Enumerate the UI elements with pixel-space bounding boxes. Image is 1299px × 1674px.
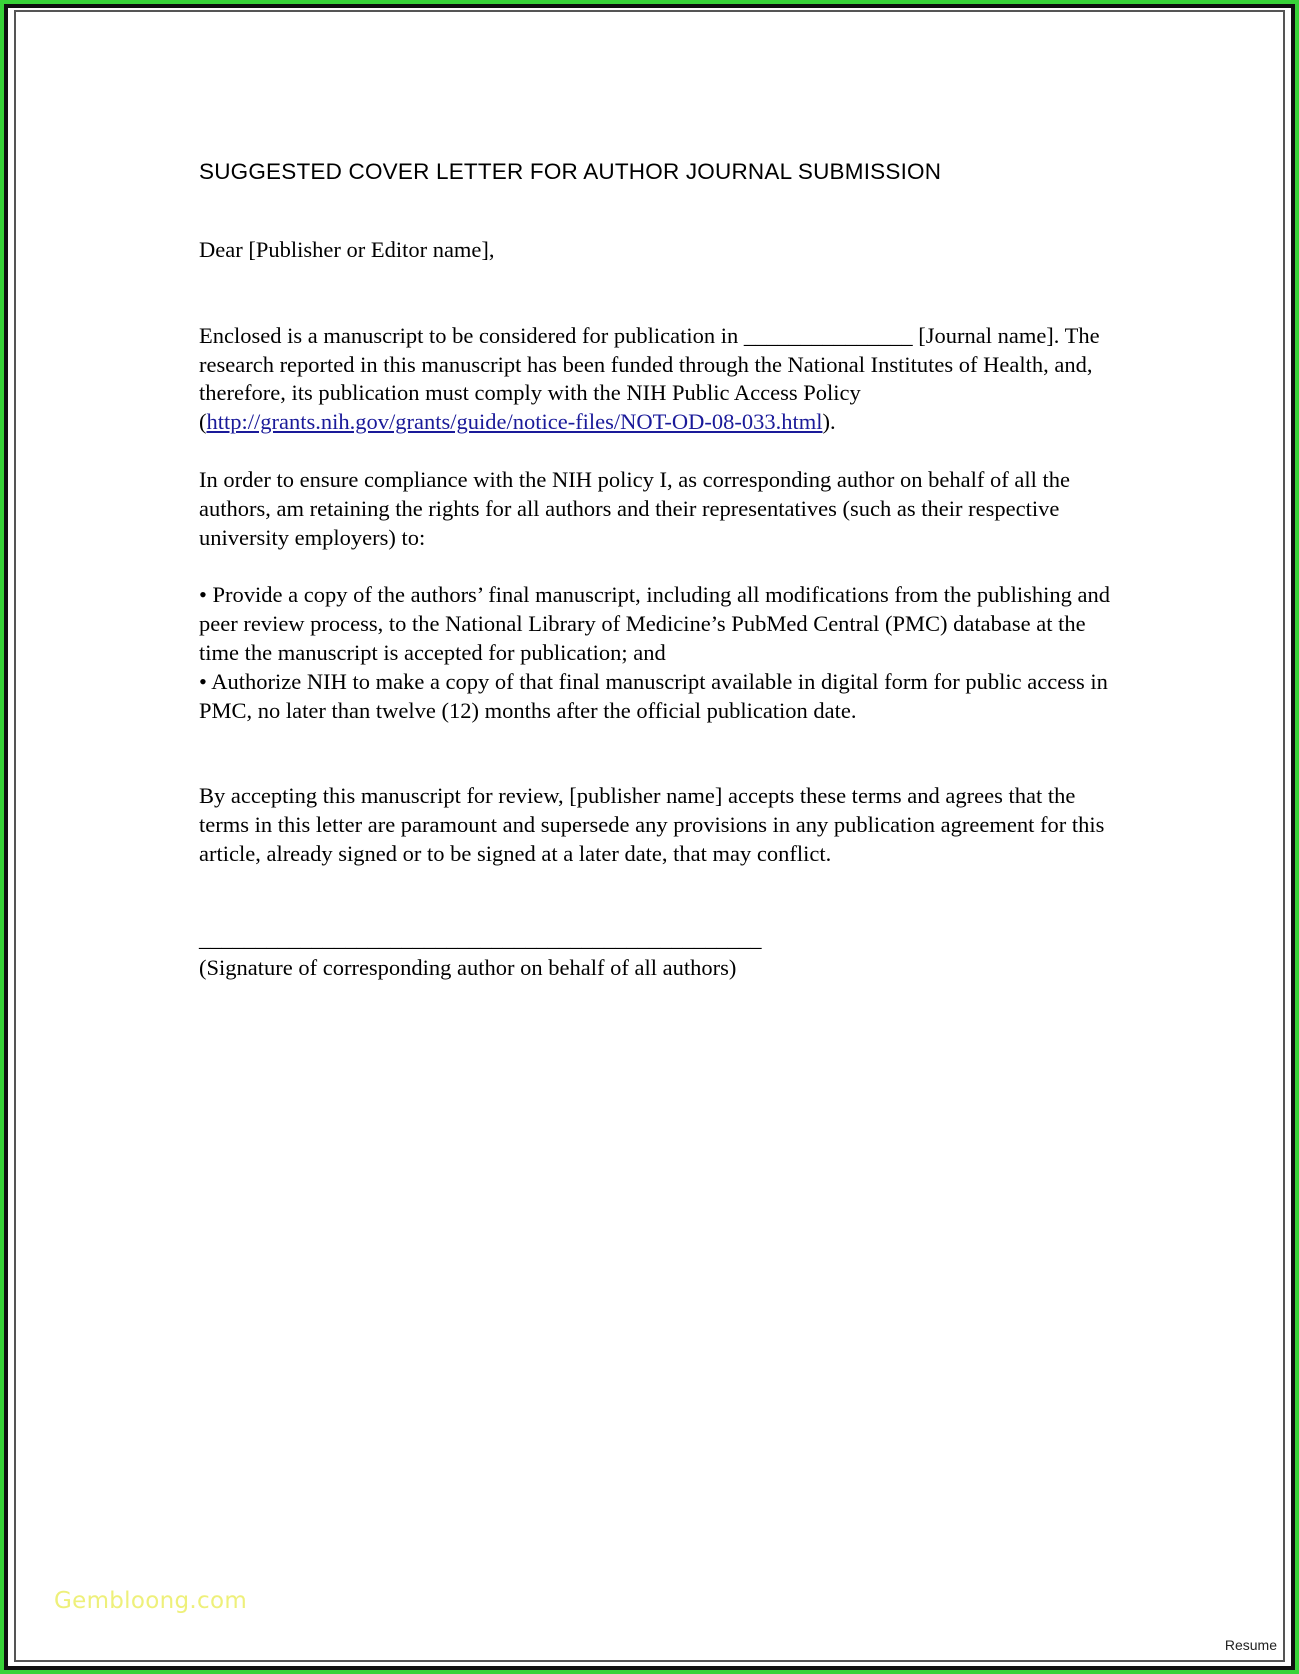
paragraph-acceptance: By accepting this manuscript for review, [publisher name] accepts these terms and agrees that the terms in this letter are paramount and supersede any provisions in any publication agreement for this article, already signed or to be signed at a later date, that may conflict. xyxy=(199,783,1105,866)
footer-label: Resume xyxy=(1224,1637,1277,1653)
paragraph-enclosed-text: Enclosed is a manuscript to be considered for publication in _______________ [Journal name]. The research reported in this manuscript has been funded through the National Institutes of Health, and, therefore, its publication must comply with the NIH Public Access Policy ( xyxy=(199,322,1100,435)
rights-list xyxy=(199,581,1119,725)
letter-title: SUGGESTED COVER LETTER FOR AUTHOR JOURNAL SUBMISSION xyxy=(199,159,942,184)
watermark-logo: Gembloong.com xyxy=(54,1588,248,1614)
paragraph-enclosed xyxy=(199,322,1119,437)
paragraph-compliance: In order to ensure compliance with the NIH policy I, as corresponding author on behalf of all the authors, am retaining the rights for all authors and their representatives (such as their respective university employers) to: xyxy=(199,466,1070,550)
letter-page xyxy=(199,158,1119,982)
list-item-authorize-nih: • Authorize NIH to make a copy of that final manuscript available in digital form for public access in PMC, no later than twelve (12) months after the official publication date. xyxy=(199,668,1108,723)
paragraph-enclosed-end: ). xyxy=(822,409,836,435)
signature-line: __________________________________________________ xyxy=(199,925,762,951)
list-item-provide-copy: • Provide a copy of the authors’ final manuscript, including all modifications from the publishing and peer review process, to the National Library of Medicine’s PubMed Central (PMC) database at the time the manuscript is accepted for publication; and xyxy=(199,582,1111,665)
signature-caption: (Signature of corresponding author on behalf of all authors) xyxy=(199,954,737,980)
salutation: Dear [Publisher or Editor name], xyxy=(199,237,495,262)
nih-policy-link[interactable]: http://grants.nih.gov/grants/guide/notice-files/NOT-OD-08-033.html xyxy=(206,409,823,435)
